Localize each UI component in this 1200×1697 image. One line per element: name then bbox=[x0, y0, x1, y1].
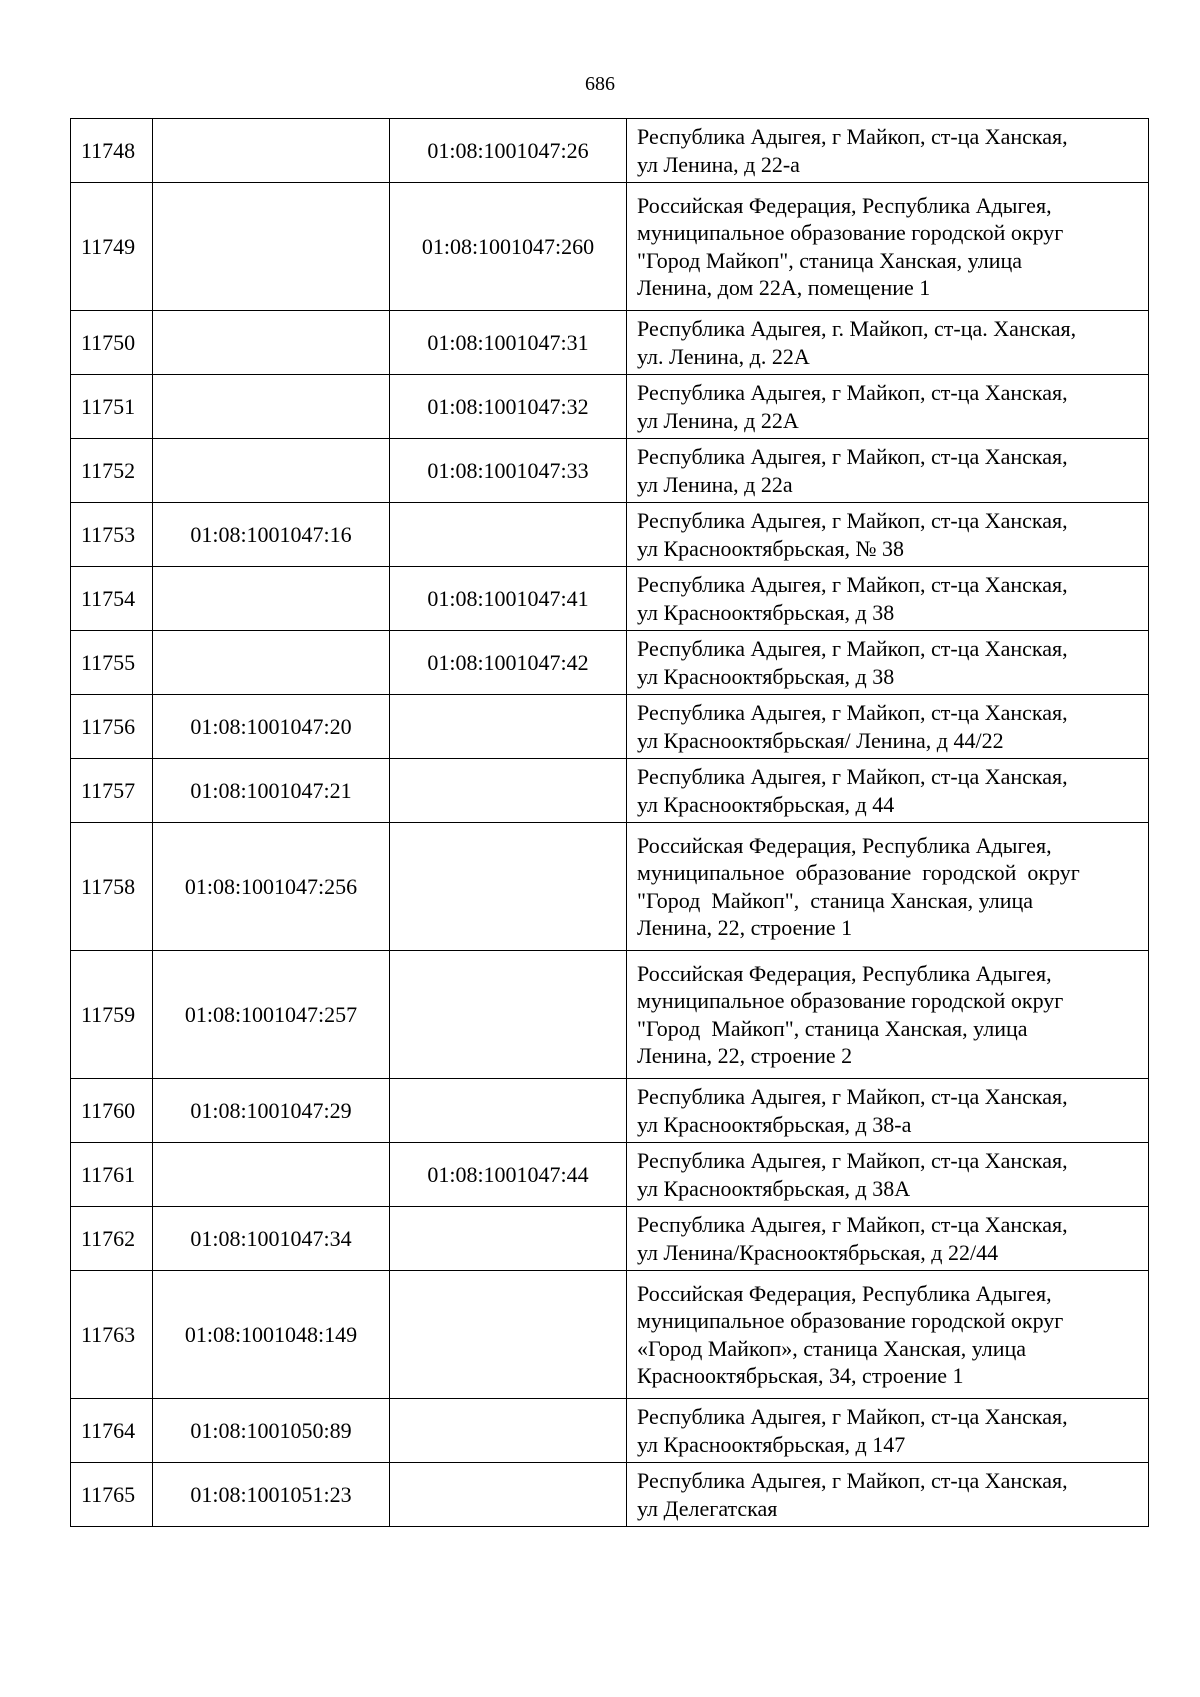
table-row bbox=[71, 951, 1149, 1079]
address-line: Республика Адыгея, г Майкоп, ст-ца Ханская, bbox=[637, 1212, 1068, 1237]
address-cell bbox=[627, 119, 1149, 183]
row-number-cell: 11764 bbox=[71, 1399, 153, 1463]
address-line: Республика Адыгея, г Майкоп, ст-ца Ханская, bbox=[637, 508, 1068, 533]
row-number-cell: 11757 bbox=[71, 759, 153, 823]
building-cadastral-number-cell: 01:08:1001047:41 bbox=[390, 567, 627, 631]
land-cadastral-number-cell: 01:08:1001047:21 bbox=[153, 759, 390, 823]
address-line: «Город Майкоп», станица Ханская, улица bbox=[637, 1335, 1027, 1361]
land-cadastral-number-cell: 01:08:1001047:16 bbox=[153, 503, 390, 567]
table-row bbox=[71, 311, 1149, 375]
land-cadastral-number-cell bbox=[153, 567, 390, 631]
building-cadastral-number-cell: 01:08:1001047:33 bbox=[390, 439, 627, 503]
table-row bbox=[71, 759, 1149, 823]
table-row bbox=[71, 695, 1149, 759]
building-cadastral-number-cell bbox=[390, 1463, 627, 1527]
registry-table-body bbox=[71, 119, 1149, 1527]
table-row bbox=[71, 439, 1149, 503]
row-number-cell: 11763 bbox=[71, 1271, 153, 1399]
address-line: муниципальное образование городской округ bbox=[637, 220, 1064, 245]
table-row bbox=[71, 183, 1149, 311]
table-row bbox=[71, 1271, 1149, 1399]
address-line: Республика Адыгея, г Майкоп, ст-ца Ханская, bbox=[637, 1148, 1068, 1173]
building-cadastral-number-cell: 01:08:1001047:32 bbox=[390, 375, 627, 439]
address-line: ул Краснооктябрьская, д 147 bbox=[637, 1431, 906, 1457]
building-cadastral-number-cell bbox=[390, 951, 627, 1079]
address-line: ул Краснооктябрьская, № 38 bbox=[637, 535, 905, 561]
address-line: Российская Федерация, Республика Адыгея, bbox=[637, 960, 1052, 986]
address-line: "Город Майкоп", станица Ханская, улица bbox=[637, 247, 1022, 273]
address-line: ул Краснооктябрьская, д 44 bbox=[637, 791, 895, 817]
address-line: Ленина, дом 22А, помещение 1 bbox=[637, 275, 931, 300]
row-number-cell: 11758 bbox=[71, 823, 153, 951]
address-line: Республика Адыгея, г Майкоп, ст-ца Ханская, bbox=[637, 1404, 1068, 1429]
building-cadastral-number-cell bbox=[390, 823, 627, 951]
building-cadastral-number-cell bbox=[390, 1271, 627, 1399]
address-cell bbox=[627, 1143, 1149, 1207]
address-cell bbox=[627, 311, 1149, 375]
land-cadastral-number-cell: 01:08:1001047:20 bbox=[153, 695, 390, 759]
address-cell bbox=[627, 1271, 1149, 1399]
address-line: Республика Адыгея, г Майкоп, ст-ца Ханская, bbox=[637, 572, 1068, 597]
address-cell bbox=[627, 439, 1149, 503]
row-number-cell: 11752 bbox=[71, 439, 153, 503]
table-row bbox=[71, 1399, 1149, 1463]
row-number-cell: 11760 bbox=[71, 1079, 153, 1143]
address-line: Республика Адыгея, г Майкоп, ст-ца Ханская, bbox=[637, 636, 1068, 661]
land-cadastral-number-cell: 01:08:1001051:23 bbox=[153, 1463, 390, 1527]
address-cell bbox=[627, 1079, 1149, 1143]
address-line: ул Краснооктябрьская, д 38 bbox=[637, 599, 895, 625]
building-cadastral-number-cell bbox=[390, 503, 627, 567]
land-cadastral-number-cell: 01:08:1001048:149 bbox=[153, 1271, 390, 1399]
address-line: Республика Адыгея, г Майкоп, ст-ца Ханская, bbox=[637, 380, 1068, 405]
building-cadastral-number-cell: 01:08:1001047:44 bbox=[390, 1143, 627, 1207]
row-number-cell: 11749 bbox=[71, 183, 153, 311]
land-cadastral-number-cell bbox=[153, 439, 390, 503]
address-line: Республика Адыгея, г Майкоп, ст-ца Ханская, bbox=[637, 444, 1068, 469]
building-cadastral-number-cell: 01:08:1001047:31 bbox=[390, 311, 627, 375]
land-cadastral-number-cell bbox=[153, 119, 390, 183]
address-line: Республика Адыгея, г. Майкоп, ст-ца. Ханская, bbox=[637, 316, 1077, 341]
building-cadastral-number-cell bbox=[390, 1079, 627, 1143]
land-cadastral-number-cell: 01:08:1001047:34 bbox=[153, 1207, 390, 1271]
building-cadastral-number-cell bbox=[390, 695, 627, 759]
page-number: 686 bbox=[585, 73, 615, 95]
row-number-cell: 11754 bbox=[71, 567, 153, 631]
address-cell bbox=[627, 183, 1149, 311]
land-cadastral-number-cell: 01:08:1001047:257 bbox=[153, 951, 390, 1079]
land-cadastral-number-cell: 01:08:1001050:89 bbox=[153, 1399, 390, 1463]
land-cadastral-number-cell: 01:08:1001047:256 bbox=[153, 823, 390, 951]
address-line: Ленина, 22, строение 1 bbox=[637, 915, 853, 940]
row-number-cell: 11748 bbox=[71, 119, 153, 183]
address-cell bbox=[627, 631, 1149, 695]
table-row bbox=[71, 1207, 1149, 1271]
address-cell bbox=[627, 1399, 1149, 1463]
land-cadastral-number-cell bbox=[153, 375, 390, 439]
address-cell bbox=[627, 759, 1149, 823]
table-row bbox=[71, 1463, 1149, 1527]
table-row bbox=[71, 1143, 1149, 1207]
address-line: Республика Адыгея, г Майкоп, ст-ца Ханская, bbox=[637, 1468, 1068, 1493]
address-cell bbox=[627, 503, 1149, 567]
address-line: муниципальное образование городской округ bbox=[637, 988, 1064, 1013]
address-line: Российская Федерация, Республика Адыгея, bbox=[637, 1280, 1052, 1306]
address-line: ул Краснооктябрьская/ Ленина, д 44/22 bbox=[637, 727, 1004, 753]
address-line: Республика Адыгея, г Майкоп, ст-ца Ханская, bbox=[637, 1084, 1068, 1109]
row-number-cell: 11751 bbox=[71, 375, 153, 439]
address-line: ул Краснооктябрьская, д 38 bbox=[637, 663, 895, 689]
address-line: Республика Адыгея, г Майкоп, ст-ца Ханская, bbox=[637, 764, 1068, 789]
address-line: Российская Федерация, Республика Адыгея, bbox=[637, 832, 1052, 858]
land-cadastral-number-cell bbox=[153, 183, 390, 311]
address-line: Ленина, 22, строение 2 bbox=[637, 1043, 853, 1068]
registry-table bbox=[70, 118, 1149, 1527]
table-row bbox=[71, 503, 1149, 567]
building-cadastral-number-cell: 01:08:1001047:26 bbox=[390, 119, 627, 183]
address-line: Российская Федерация, Республика Адыгея, bbox=[637, 192, 1052, 218]
row-number-cell: 11753 bbox=[71, 503, 153, 567]
building-cadastral-number-cell bbox=[390, 1399, 627, 1463]
row-number-cell: 11762 bbox=[71, 1207, 153, 1271]
row-number-cell: 11765 bbox=[71, 1463, 153, 1527]
address-cell bbox=[627, 1463, 1149, 1527]
land-cadastral-number-cell bbox=[153, 311, 390, 375]
address-line: "Город Майкоп", станица Ханская, улица bbox=[637, 1015, 1028, 1041]
table-row bbox=[71, 567, 1149, 631]
address-cell bbox=[627, 695, 1149, 759]
address-cell bbox=[627, 567, 1149, 631]
address-line: ул Краснооктябрьская, д 38-а bbox=[637, 1111, 912, 1137]
table-row bbox=[71, 375, 1149, 439]
table-row bbox=[71, 1079, 1149, 1143]
land-cadastral-number-cell bbox=[153, 1143, 390, 1207]
table-row bbox=[71, 631, 1149, 695]
address-line: ул Ленина, д 22а bbox=[637, 471, 793, 497]
address-line: ул Ленина/Краснооктябрьская, д 22/44 bbox=[637, 1239, 999, 1265]
address-cell bbox=[627, 951, 1149, 1079]
address-line: ул. Ленина, д. 22А bbox=[637, 343, 810, 369]
address-line: ул Делегатская bbox=[637, 1495, 778, 1521]
address-line: Республика Адыгея, г Майкоп, ст-ца Ханская, bbox=[637, 124, 1068, 149]
building-cadastral-number-cell bbox=[390, 1207, 627, 1271]
row-number-cell: 11750 bbox=[71, 311, 153, 375]
land-cadastral-number-cell: 01:08:1001047:29 bbox=[153, 1079, 390, 1143]
row-number-cell: 11756 bbox=[71, 695, 153, 759]
address-line: ул Ленина, д 22-а bbox=[637, 151, 800, 177]
building-cadastral-number-cell: 01:08:1001047:42 bbox=[390, 631, 627, 695]
address-cell bbox=[627, 375, 1149, 439]
address-line: Краснооктябрьская, 34, строение 1 bbox=[637, 1363, 964, 1388]
address-line: "Город Майкоп", станица Ханская, улица bbox=[637, 887, 1033, 913]
table-row bbox=[71, 823, 1149, 951]
address-line: муниципальное образование городской округ bbox=[637, 1308, 1064, 1333]
row-number-cell: 11759 bbox=[71, 951, 153, 1079]
address-cell bbox=[627, 1207, 1149, 1271]
land-cadastral-number-cell bbox=[153, 631, 390, 695]
address-line: Республика Адыгея, г Майкоп, ст-ца Ханская, bbox=[637, 700, 1068, 725]
address-cell bbox=[627, 823, 1149, 951]
address-line: ул Краснооктябрьская, д 38А bbox=[637, 1175, 911, 1201]
building-cadastral-number-cell bbox=[390, 759, 627, 823]
row-number-cell: 11755 bbox=[71, 631, 153, 695]
table-row bbox=[71, 119, 1149, 183]
address-line: ул Ленина, д 22А bbox=[637, 407, 799, 433]
address-line: муниципальное образование городской округ bbox=[637, 860, 1080, 885]
row-number-cell: 11761 bbox=[71, 1143, 153, 1207]
building-cadastral-number-cell: 01:08:1001047:260 bbox=[390, 183, 627, 311]
